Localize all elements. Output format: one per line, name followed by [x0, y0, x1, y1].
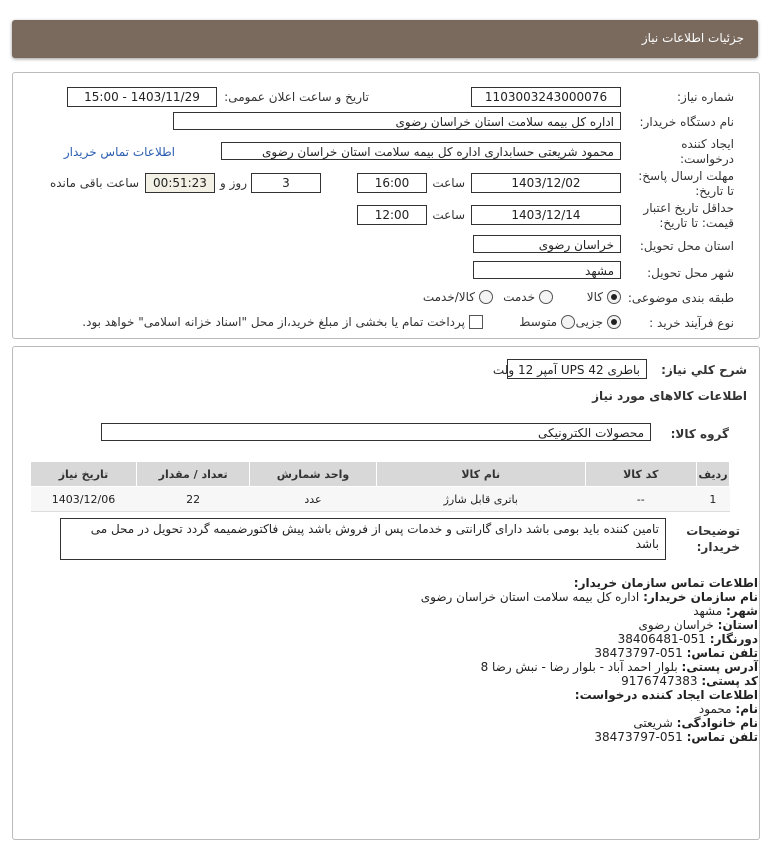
- payment-note: پرداخت تمام یا بخشی از مبلغ خرید،از محل "اسناد خزانه اسلامی" خواهد بود.: [82, 315, 465, 329]
- validity-time-label: ساعت: [432, 208, 465, 222]
- days-field: 3: [251, 173, 321, 193]
- contact-phone: تلفن تماس: 051-38473797: [594, 646, 758, 660]
- creator-phone: تلفن تماس: 051-38473797: [594, 730, 758, 744]
- reply-deadline-label-2: تا تاریخ:: [695, 184, 734, 198]
- goods-table: [30, 461, 730, 512]
- col-header-unit: واحد شمارش: [250, 462, 377, 487]
- remaining-time-field: 00:51:23: [145, 173, 215, 193]
- col-header-row-number: ردیف: [696, 462, 729, 487]
- reply-date-field: 1403/12/02: [471, 173, 621, 193]
- category-label: طبقه بندی موضوعی:: [627, 291, 734, 305]
- contact-title: اطلاعات تماس سازمان خریدار:: [573, 576, 758, 590]
- cell-goods-code: --: [585, 487, 696, 512]
- city-field: مشهد: [473, 261, 621, 279]
- creator-info-title: اطلاعات ایجاد کننده درخواست:: [574, 688, 758, 702]
- process-option-minor: جزیی: [575, 315, 603, 329]
- category-radio-service[interactable]: [539, 290, 553, 304]
- summary-label: شرح كلي نياز:: [661, 363, 747, 377]
- contact-fax: دورنگار: 051-38406481: [617, 632, 758, 646]
- buyer-org-field: اداره کل بیمه سلامت استان خراسان رضوی: [173, 112, 621, 130]
- page-header: [12, 20, 758, 58]
- category-radio-goods-service[interactable]: [479, 290, 493, 304]
- cell-unit: عدد: [250, 487, 377, 512]
- validity-label-2: قیمت: تا تاریخ:: [659, 216, 734, 230]
- treasury-payment-checkbox[interactable]: [469, 315, 483, 329]
- category-option-goods: کالا: [586, 290, 603, 304]
- need-details-panel: [12, 72, 760, 339]
- validity-date-field: 1403/12/14: [471, 205, 621, 225]
- creator-label-1: ایجاد کننده: [681, 137, 734, 151]
- city-label: شهر محل تحویل:: [647, 266, 734, 280]
- reply-time-field: 16:00: [357, 173, 427, 193]
- creator-field: محمود شریعتی حسابداری اداره کل بیمه سلامت استان خراسان رضوی: [221, 142, 621, 160]
- contact-province: استان: خراسان رضوی: [638, 618, 758, 632]
- contact-city: شهر: مشهد: [693, 604, 758, 618]
- col-header-goods-name: نام کالا: [376, 462, 585, 487]
- announce-label: تاریخ و ساعت اعلان عمومی:: [224, 90, 369, 104]
- page-title: جزئیات اطلاعات نیاز: [641, 31, 744, 45]
- contact-postal: کد پستی: 9176747383: [621, 674, 758, 688]
- contact-address: آدرس پستی: بلوار احمد آباد - بلوار رضا - نبش رضا 8: [480, 660, 758, 674]
- goods-info-title: اطلاعات کالاهای مورد نیاز: [592, 389, 747, 403]
- category-option-service: خدمت: [503, 290, 535, 304]
- reply-time-label: ساعت: [432, 176, 465, 190]
- contact-org: نام سازمان خریدار: اداره کل بیمه سلامت استان خراسان رضوی: [420, 590, 758, 604]
- remaining-label: ساعت باقی مانده: [49, 176, 139, 190]
- process-label: نوع فرآیند خرید :: [649, 316, 734, 330]
- goods-group-field: محصولات الکترونیکی: [101, 423, 651, 441]
- cell-goods-name: باتری قابل شارژ: [376, 487, 585, 512]
- cell-need-date: 1403/12/06: [31, 487, 137, 512]
- notes-text: تامین کننده باید بومی باشد دارای گارانتی و خدمات پس از فروش باشد پیش فاکتورضمیمه گردد تحویل در محل می باشد: [60, 518, 666, 560]
- announce-field: 1403/11/29 - 15:00: [67, 87, 217, 107]
- category-radio-goods[interactable]: [607, 290, 621, 304]
- creator-family: نام خانوادگی: شریعتی: [633, 716, 758, 730]
- reply-deadline-label-1: مهلت ارسال پاسخ:: [638, 169, 734, 183]
- need-number-label: شماره نیاز:: [677, 90, 734, 104]
- table-header-row: [31, 462, 730, 487]
- cell-quantity: 22: [137, 487, 250, 512]
- creator-name: نام: محمود: [698, 702, 758, 716]
- buyer-contact-link[interactable]: اطلاعات تماس خریدار: [63, 145, 175, 159]
- need-number-field: 1103003243000076: [471, 87, 621, 107]
- process-radio-medium[interactable]: [561, 315, 575, 329]
- notes-label-2: خریدار:: [696, 540, 740, 554]
- process-radio-minor[interactable]: [607, 315, 621, 329]
- col-header-goods-code: کد کالا: [585, 462, 696, 487]
- category-option-goods-service: کالا/خدمت: [422, 290, 475, 304]
- cell-row-number: 1: [696, 487, 729, 512]
- goods-group-label: گروه کالا:: [670, 427, 729, 441]
- province-field: خراسان رضوی: [473, 235, 621, 253]
- col-header-need-date: تاریخ نیاز: [31, 462, 137, 487]
- summary-field: باطری UPS 42 آمپر 12 ولت: [507, 359, 647, 379]
- creator-label-2: درخواست:: [680, 152, 734, 166]
- col-header-quantity: تعداد / مقدار: [137, 462, 250, 487]
- validity-label-1: حداقل تاریخ اعتبار: [643, 201, 734, 215]
- buyer-org-label: نام دستگاه خریدار:: [639, 115, 734, 129]
- province-label: استان محل تحویل:: [639, 239, 734, 253]
- days-label: روز و: [220, 176, 247, 190]
- validity-time-field: 12:00: [357, 205, 427, 225]
- notes-label-1: توضیحات: [686, 524, 740, 538]
- table-row: [31, 487, 730, 512]
- process-option-medium: متوسط: [519, 315, 557, 329]
